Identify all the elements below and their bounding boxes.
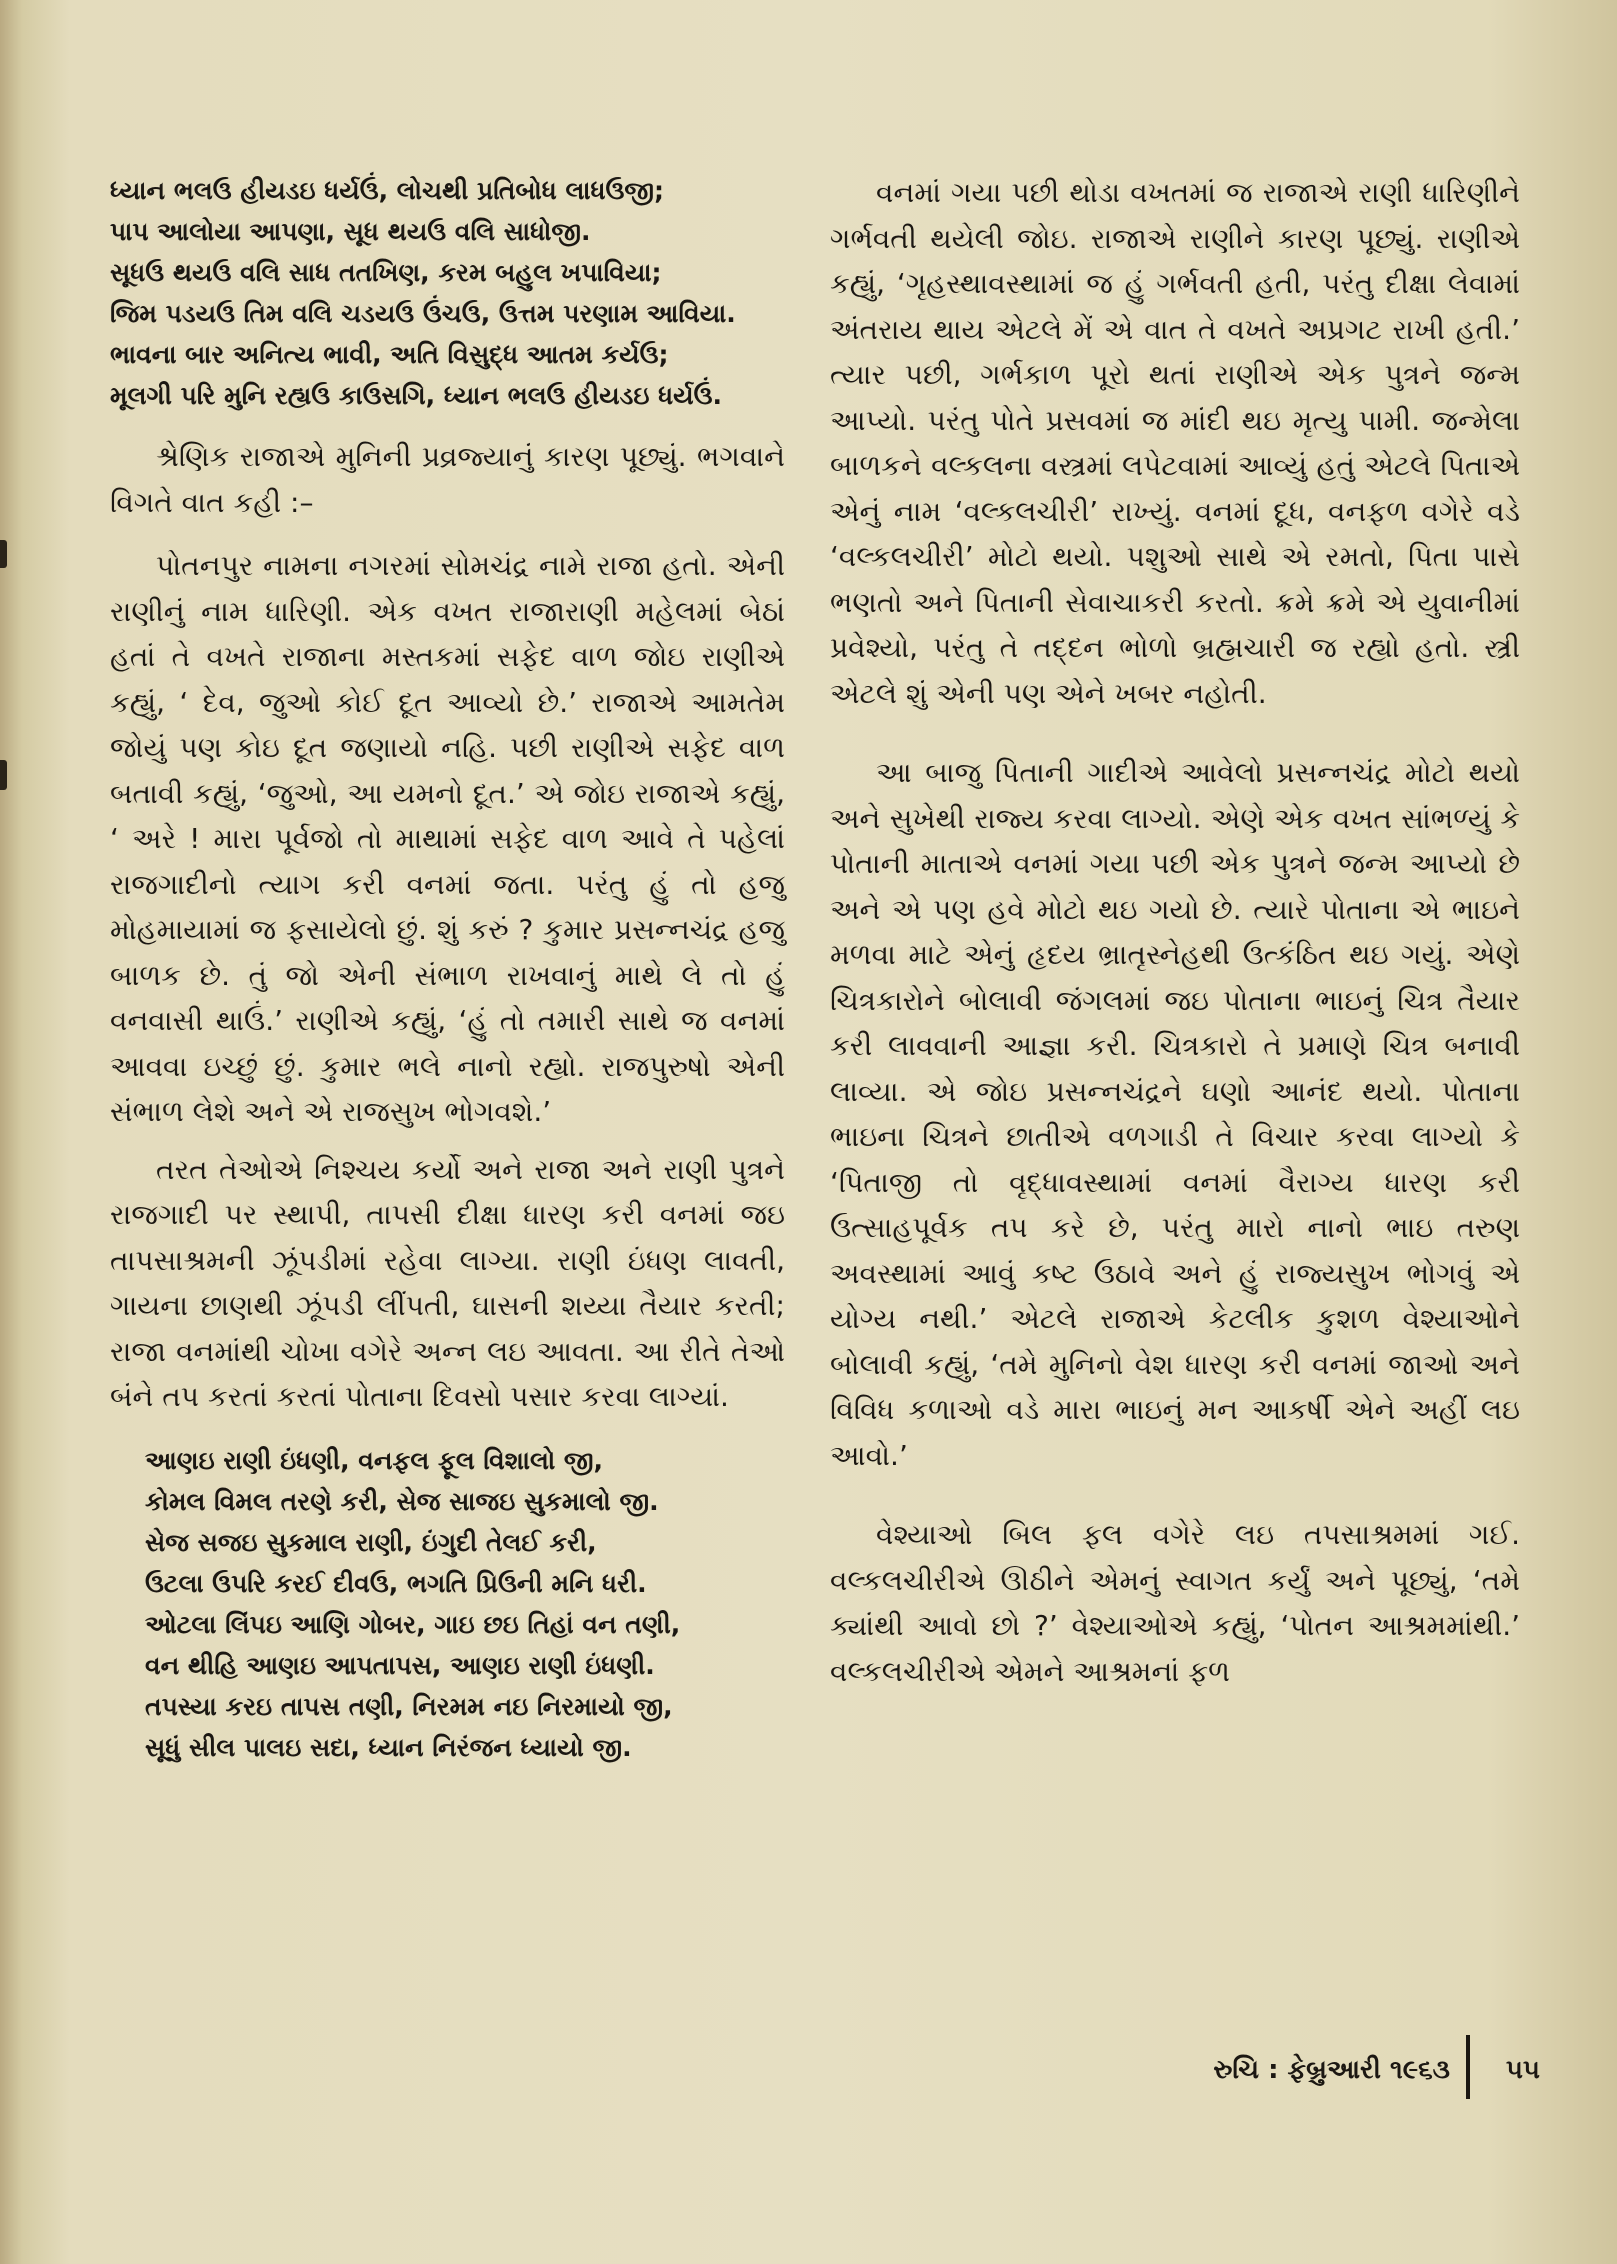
right-column (830, 170, 1520, 1694)
paragraph: શ્રેણિક રાજાએ મુનિની પ્રવ્રજ્યાનું કારણ પૂછ્યું. ભગવાને વિગતે વાત કહી :– (110, 440, 785, 519)
paragraph: આ બાજુ પિતાની ગાદીએ આવેલો પ્રસન્નચંદ્ર મોટો થયો અને સુખેથી રાજ્ય કરવા લાગ્યો. એણે એક વખત સાંભળ્યું કે પોતાની માતાએ વનમાં ગયા પછી એક પુત્રને જન્મ આપ્યો છે અને એ પણ હવે મોટો થઇ ગયો છે. ત્યારે પોતાના એ ભાઇને મળવા માટે એનું હૃદય ભ્રાતૃસ્નેહથી ઉત્કંઠિત થઇ ગયું. એણે ચિત્રકારોને બોલાવી જંગલમાં જઇ પોતાના ભાઇનું ચિત્ર તૈયાર કરી લાવવાની આજ્ઞા કરી. ચિત્રકારો તે પ્રમાણે ચિત્ર બનાવી લાવ્યા. એ જોઇ પ્રસન્નચંદ્રને ઘણો આનંદ થયો. પોતાના ભાઇના ચિત્રને છાતીએ વળગાડી તે વિચાર કરવા લાગ્યો કે ‘પિતાજી તો વૃદ્ધાવસ્થામાં વનમાં વૈરાગ્ય ધારણ કરી ઉત્સાહપૂર્વક તપ કરે છે, પરંતુ મારો નાનો ભાઇ તરુણ અવસ્થામાં આવું કષ્ટ ઉઠાવે અને હું રાજ્યસુખ ભોગવું એ યોગ્ય નથી.’ એટલે રાજાએ કેટલીક કુશળ વેશ્યાઓને બોલાવી કહ્યું, ‘તમે મુનિનો વેશ ધારણ કરી વનમાં જાઓ અને વિવિધ કળાઓ વડે મારા ભાઇનું મન આકર્ષી એને અહીં લઇ આવો.’ (830, 756, 1520, 1472)
paragraph: પોતનપુર નામના નગરમાં સોમચંદ્ર નામે રાજા હતો. એની રાણીનું નામ ધારિણી. એક વખત રાજારાણી મહેલમાં બેઠાં હતાં તે વખતે રાજાના મસ્તકમાં સફેદ વાળ જોઇ રાણીએ કહ્યું, ‘ દેવ, જુઓ કોઈ દૂત આવ્યો છે.’ રાજાએ આમતેમ જોયું પણ કોઇ દૂત જણાયો નહિ. પછી રાણીએ સફેદ વાળ બતાવી કહ્યું, ‘જુઓ, આ યમનો દૂત.’ એ જોઇ રાજાએ કહ્યું, ‘ અરે ! મારા પૂર્વજો તો માથામાં સફેદ વાળ આવે તે પહેલાં રાજગાદીનો ત્યાગ કરી વનમાં જતા. પરંતુ હું તો હજુ મોહમાયામાં જ ફસાયેલો છું. શું કરું ? કુમાર પ્રસન્નચંદ્ર હજુ બાળક છે. તું જો એની સંભાળ રાખવાનું માથે લે તો હું વનવાસી થાઉં.’ રાણીએ કહ્યું, ‘હું તો તમારી સાથે જ વનમાં આવવા ઇચ્છું છું. કુમાર ભલે નાનો રહ્યો. રાજપુરુષો એની સંભાળ લેશે અને એ રાજસુખ ભોગવશે.’ (110, 549, 785, 1128)
verse-block-2 (110, 1440, 785, 1768)
verse-line: સૂધઉ થયઉ વલિ સાધ તતખિણ, કરમ બહુલ ખપાવિયા; (110, 258, 662, 287)
page-number: ૫૫ (1505, 2055, 1540, 2085)
paragraph: તરત તેઓએ નિશ્ચય કર્યો અને રાજા અને રાણી પુત્રને રાજગાદી પર સ્થાપી, તાપસી દીક્ષા ધારણ કરી વનમાં જઇ તાપસાશ્રમની ઝૂંપડીમાં રહેવા લાગ્યા. રાણી ઇંધણ લાવતી, ગાયના છાણથી ઝૂંપડી લીંપતી, ઘાસની શય્યા તૈયાર કરતી; રાજા વનમાંથી ચોખા વગેરે અન્ન લઇ આવતા. આ રીતે તેઓ બંને તપ કરતાં કરતાં પોતાના દિવસો પસાર કરવા લાગ્યાં. (110, 1152, 785, 1413)
footer-divider (1466, 2035, 1470, 2099)
magazine-issue: રુચિ : ફેબ્રુઆરી ૧૯૬૩ (1213, 2055, 1450, 2085)
binding-mark (0, 540, 7, 568)
verse-line: ધ્યાન ભલઉ હીયડઇ ધર્યઉં, લોચથી પ્રતિબોધ લાધઉજી; (110, 176, 665, 205)
verse-line: કોમલ વિમલ તરણે કરી, સેજ સાજઇ સુકમાલો જી. (145, 1486, 659, 1516)
paragraph: વેશ્યાઓ બિલ ફલ વગેરે લઇ તપસાશ્રમમાં ગઈ. વલ્કલચીરીએ ઊઠીને એમનું સ્વાગત કર્યું અને પૂછ્યું, ‘તમે ક્યાંથી આવો છો ?’ વેશ્યાઓએ કહ્યું, ‘પોતન આશ્રમમાંથી.’ વલ્કલચીરીએ એમને આશ્રમનાં ફળ (830, 1518, 1520, 1688)
verse-line: ઉટલા ઉપરિ કરઈ દીવઉ, ભગતિ પ્રિઉની મનિ ધરી. (145, 1568, 647, 1598)
verse-line: મૂલગી પરિ મુનિ રહ્યઉ કાઉસગિ, ધ્યાન ભલઉ હીયડઇ ધર્યઉં. (110, 381, 722, 410)
verse-line: વન થીહિ આણઇ આપતાપસ, આણઇ રાણી ઇંધણી. (145, 1650, 655, 1680)
verse-line: તપસ્યા કરઇ તાપસ તણી, નિરમમ નઇ નિરમાયો જી, (145, 1691, 673, 1721)
verse-line: ભાવના બાર અનિત્ય ભાવી, અતિ વિસુદ્ધ આતમ કર્યઉ; (110, 340, 669, 369)
paragraph: વનમાં ગયા પછી થોડા વખતમાં જ રાજાએ રાણી ધારિણીને ગર્ભવતી થયેલી જોઇ. રાજાએ રાણીને કારણ પૂછ્યું. રાણીએ કહ્યું, ‘ગૃહસ્થાવસ્થામાં જ હું ગર્ભવતી હતી, પરંતુ દીક્ષા લેવામાં અંતરાય થાય એટલે મેં એ વાત તે વખતે અપ્રગટ રાખી હતી.’ ત્યાર પછી, ગર્ભકાળ પૂરો થતાં રાણીએ એક પુત્રને જન્મ આપ્યો. પરંતુ પોતે પ્રસવમાં જ માંદી થઇ મૃત્યુ પામી. જન્મેલા બાળકને વલ્કલના વસ્ત્રમાં લપેટવામાં આવ્યું હતું એટલે પિતાએ એનું નામ ‘વલ્કલચીરી’ રાખ્યું. વનમાં દૂધ, વનફળ વગેરે વડે ‘વલ્કલચીરી’ મોટો થયો. પશુઓ સાથે એ રમતો, પિતા પાસે ભણતો અને પિતાની સેવાચાકરી કરતો. ક્રમે ક્રમે એ યુવાનીમાં પ્રવેશ્યો, પરંતુ તે તદ્દન ભોળો બ્રહ્મચારી જ રહ્યો હતો. સ્ત્રી એટલે શું એની પણ એને ખબર નહોતી. (830, 176, 1520, 710)
verse-line: ઓટલા લિંપઇ આણિ ગોબર, ગાઇ છઇ તિહાં વન તણી, (145, 1609, 681, 1639)
verse-block-1 (110, 170, 785, 416)
verse-line: સૂધું સીલ પાલઇ સદા, ધ્યાન નિરંજન ધ્યાયો જી. (145, 1732, 632, 1762)
verse-line: જિમ પડયઉ તિમ વલિ ચડયઉ ઉંચઉ, ઉત્તમ પરણામ આવિયા. (110, 299, 736, 328)
verse-line: આણઇ રાણી ઇંધણી, વનફલ ફૂલ વિશાલો જી, (145, 1445, 604, 1475)
page-footer (1120, 2045, 1550, 2105)
binding-mark (0, 760, 7, 790)
verse-line: સેજ સજઇ સુકમાલ રાણી, ઇંગુદી તેલઈ કરી, (145, 1527, 597, 1557)
left-column (110, 170, 785, 1768)
verse-line: પાપ આલોયા આપણા, સૂધ થયઉ વલિ સાધોજી. (110, 217, 591, 246)
